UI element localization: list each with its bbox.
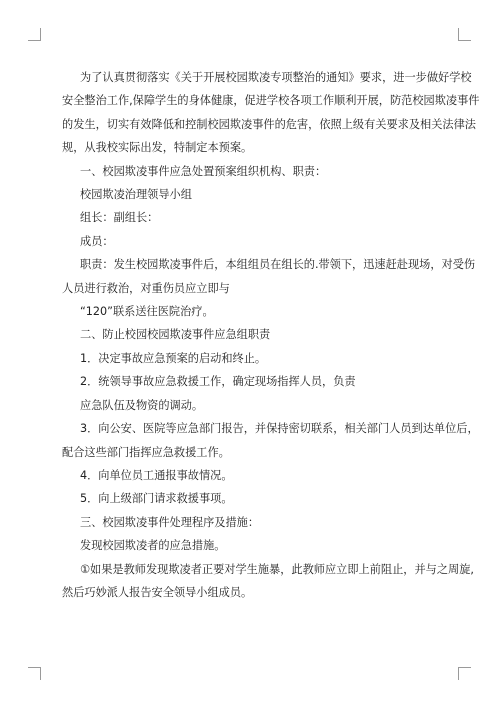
section-heading-1: 一、校园欺凌事件应急处置预案组织机构、职责：	[80, 164, 327, 178]
section-heading-3: 三、校园欺凌事件处理程序及措施：	[80, 515, 260, 529]
duty-item-3: 3．向公安、医院等应急部门报告，并保持密切联系，相关部门人员到达单位后，	[80, 422, 479, 436]
leadership-group-title: 校园欺凌治理领导小组	[80, 188, 192, 202]
duties-line-3: “120”联系送往医院治疗。	[80, 305, 214, 319]
section-heading-2: 二、防止校园校园欺凌事件应急组职责	[80, 328, 271, 342]
duty-item-2: 2．统领导事故应急救援工作，确定现场指挥人员，负责	[80, 375, 356, 389]
emergency-measures-title: 发现校园欺凌者的应急措施。	[80, 539, 226, 553]
duty-item-4: 4．向单位员工通报事故情况。	[80, 468, 233, 482]
intro-line-4: 规，从我校实际出发，特制定本预案。	[62, 141, 253, 155]
intro-line-3: 的发生，切实有效降低和控制校园欺凌事件的危害，依照上级有关要求及相关法律法	[62, 117, 476, 131]
duties-line-1: 职责：发生校园欺凌事件后，本组组员在组长的.带领下，迅速赶赴现场，对受伤	[80, 258, 476, 272]
page-corner-mark-bottom-left	[28, 667, 41, 680]
duties-line-2: 人员进行救治，对重伤员应立即与	[62, 281, 230, 295]
page-corner-mark-top-right	[458, 28, 471, 41]
duty-item-3-continued: 配合这些部门指挥应急救援工作。	[62, 445, 230, 459]
group-members-line: 成员：	[80, 234, 114, 248]
measure-item-1-continued: 然后巧妙派人报告安全领导小组成员。	[62, 585, 253, 599]
document-body	[62, 66, 480, 604]
duty-item-1: 1．决定事故应急预案的启动和终止。	[80, 351, 267, 365]
page-corner-mark-top-left	[28, 28, 41, 41]
duty-item-2-continued: 应急队伍及物资的调动。	[80, 398, 204, 412]
intro-line-1: 为了认真贯彻落实《关于开展校园欺凌专项整治的通知》要求，进一步做好学校	[80, 71, 472, 84]
intro-line-2: 安全整治工作,保障学生的身体健康，促进学校各项工作顺利开展，防范校园欺凌事件	[62, 94, 480, 108]
duty-item-5: 5．向上级部门请求救援事项。	[80, 492, 233, 506]
measure-item-1: ①如果是教师发现欺凌者正要对学生施暴，此教师应立即上前阻止，并与之周旋,	[80, 562, 474, 576]
page-corner-mark-bottom-right	[458, 667, 471, 680]
group-leaders-line: 组长：副组长：	[80, 211, 159, 225]
